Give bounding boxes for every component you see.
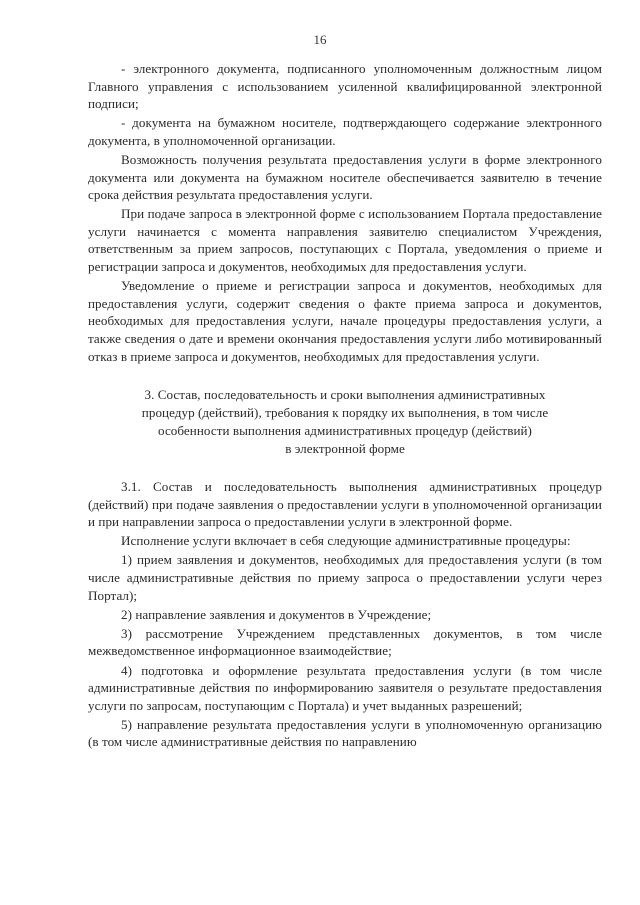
- paragraph-portal-request: При подаче запроса в электронной форме с использованием Портала предоставление услуги начинается с момента направления заявителю специалистом Учреждения, ответственным за прием запросов, поступающих с Портала, уведомления о приеме и регистрации запроса и документов, необходимых для предоставления услуги.: [88, 206, 602, 275]
- section-heading-line: 3. Состав, последовательность и сроки выполнения административных: [144, 387, 546, 403]
- section-heading-line: процедур (действий), требования к порядку их выполнения, в том числе: [141, 405, 549, 421]
- paragraph-notification: Уведомление о приеме и регистрации запроса и документов, необходимых для предоставления услуги, содержит сведения о факте приема запроса и документов, необходимых для предоставления услуги, начале процедуры предоставления услуги, а также сведения о дате и времени окончания предоставления услуги либо мотивированный отказ в приеме запроса и документов, необходимых для предоставления услуги.: [88, 278, 602, 364]
- list-item: 3) рассмотрение Учреждением представленных документов, в том числе межведомственное информационное взаимодействие;: [88, 625, 602, 659]
- paragraph-3-1: 3.1. Состав и последовательность выполнения административных процедур (действий) при подаче заявления о предоставлении услуги в уполномоченной организации и при направлении запроса о предоставлении услуги в электронной форме.: [88, 479, 602, 530]
- section-heading-line: особенности выполнения административных процедур (действий): [158, 423, 532, 439]
- list-item: 1) прием заявления и документов, необходимых для предоставления услуги (в том числе административные действия по приему запроса о предоставлении услуги через Портал);: [88, 552, 602, 603]
- document-body: [88, 60, 602, 753]
- list-item: 4) подготовка и оформление результата предоставления услуги (в том числе административные действия по информированию заявителя о результате предоставления услуги по запросам, поступающим с Портала) и учет выданных разрешений;: [88, 662, 602, 713]
- paragraph-result-form: Возможность получения результата предоставления услуги в форме электронного документа или документа на бумажном носителе обеспечивается заявителю в течение срока действия результата предоставления услуги.: [88, 151, 602, 203]
- paragraph-paper-document: - документа на бумажном носителе, подтверждающего содержание электронного документа, в уполномоченной организации.: [88, 115, 602, 148]
- list-item: 2) направление заявления и документов в Учреждение;: [121, 606, 432, 622]
- paragraph-procedures-intro: Исполнение услуги включает в себя следующие административные процедуры:: [121, 533, 571, 549]
- section-heading-line: в электронной форме: [285, 441, 405, 457]
- list-item: 5) направление результата предоставления услуги в уполномоченную организацию (в том числе административные действия по направлению: [88, 716, 602, 750]
- paragraph-electronic-document: - электронного документа, подписанного уполномоченным должностным лицом Главного управления с использованием усиленной квалифицированной электронной подписи;: [88, 61, 602, 112]
- section-heading: [88, 386, 602, 458]
- page-number: 16: [313, 32, 327, 47]
